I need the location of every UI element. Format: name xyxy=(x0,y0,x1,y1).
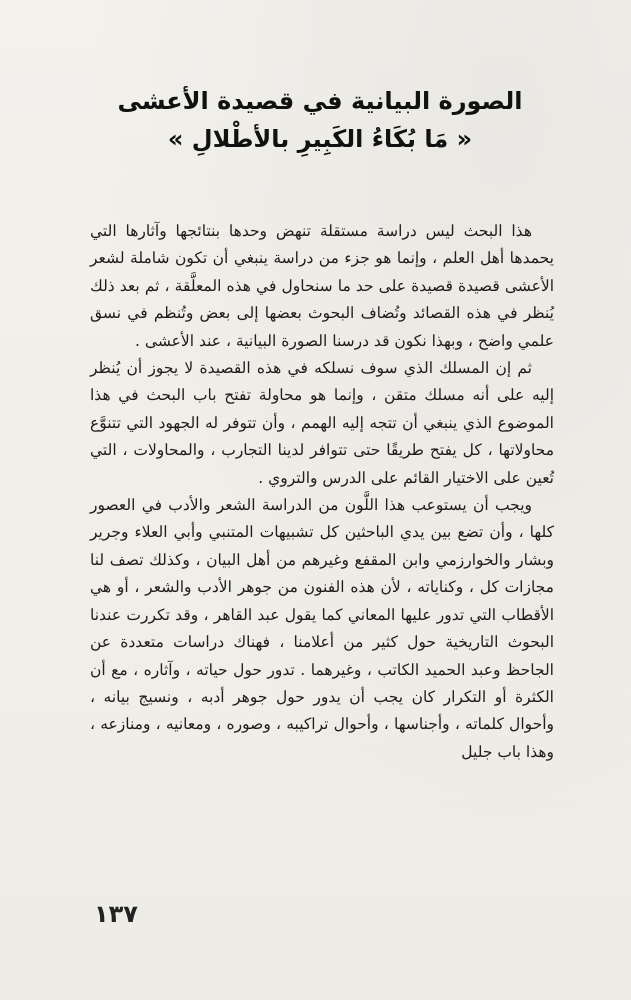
chapter-title-line-2: « مَا بُكَاءُ الكَبِيرِ بالأطْلالِ » xyxy=(167,125,473,153)
paragraph-3: ويجب أن يستوعب هذا اللَّون من الدراسة الشعر والأدب في العصور كلها ، وأن تضع بين يدي الباحثين كل تشبيهات المتنبي وأبي العلاء وجرير وبشار والخوارزمي وابن المقفع وغيرهم من أهل البيان ، وكذلك تصف لنا مجازات كل ، وكناياته ، لأن هذه الفنون من جوهر الأدب والشعر ، أو هي الأقطاب التي تدور عليها المعاني كما يقول عبد القاهر ، وقد تكررت عندنا البحوث التاريخية حول كثير من أعلامنا ، فهناك دراسات متعددة عن الجاحظ وعبد الحميد الكاتب ، وغيرهما . تدور حول حياته ، وآثاره ، مع أن الكثرة أو التكرار كان يجب أن يدور حول جوهر أدبه ، ونسيج بيانه ، وأحوال كلماته ، وأجناسها ، وأحوال تراكيبه ، وصوره ، ومعانيه ، ومنازعه ، وهذا باب جليل xyxy=(90,496,554,761)
body-text xyxy=(90,218,554,766)
paragraph-2: ثم إن المسلك الذي سوف نسلكه في هذه القصيدة لا يجوز أن يُنظر إليه على أنه مسلك متقن ، وإنما هو محاولة تفتح باب البحث في هذا الموضوع الذي ينبغي أن تتجه إليه الهمم ، وأن تتوفر له الجهود التي تتنوَّع محاولاتها ، كل يفتح طريقًا حتى تتوافر لدينا التجارب ، والمحاولات ، التي تُعين على الاختيار القائم على الدرس والتروي . xyxy=(90,359,554,487)
page-number: ١٣٧ xyxy=(94,900,138,928)
paragraph-1: هذا البحث ليس دراسة مستقلة تنهض وحدها بنتائجها وآثارها التي يحمدها أهل العلم ، وإنما هو جزء من دراسة ينبغي أن تكون شاملة لشعر الأعشى قصيدة قصيدة على حد ما سنحاول في هذه المعلَّقة ، ثم بعد ذلك يُنظر في هذه القصائد وتُضاف البحوث بعضها إلى بعض وتُنظم في نسق علمي واضح ، وبهذا نكون قد درسنا الصورة البيانية ، عند الأعشى . xyxy=(90,222,554,350)
chapter-title-line-1: الصورة البيانية في قصيدة الأعشى xyxy=(117,87,523,115)
chapter-title xyxy=(60,82,580,158)
